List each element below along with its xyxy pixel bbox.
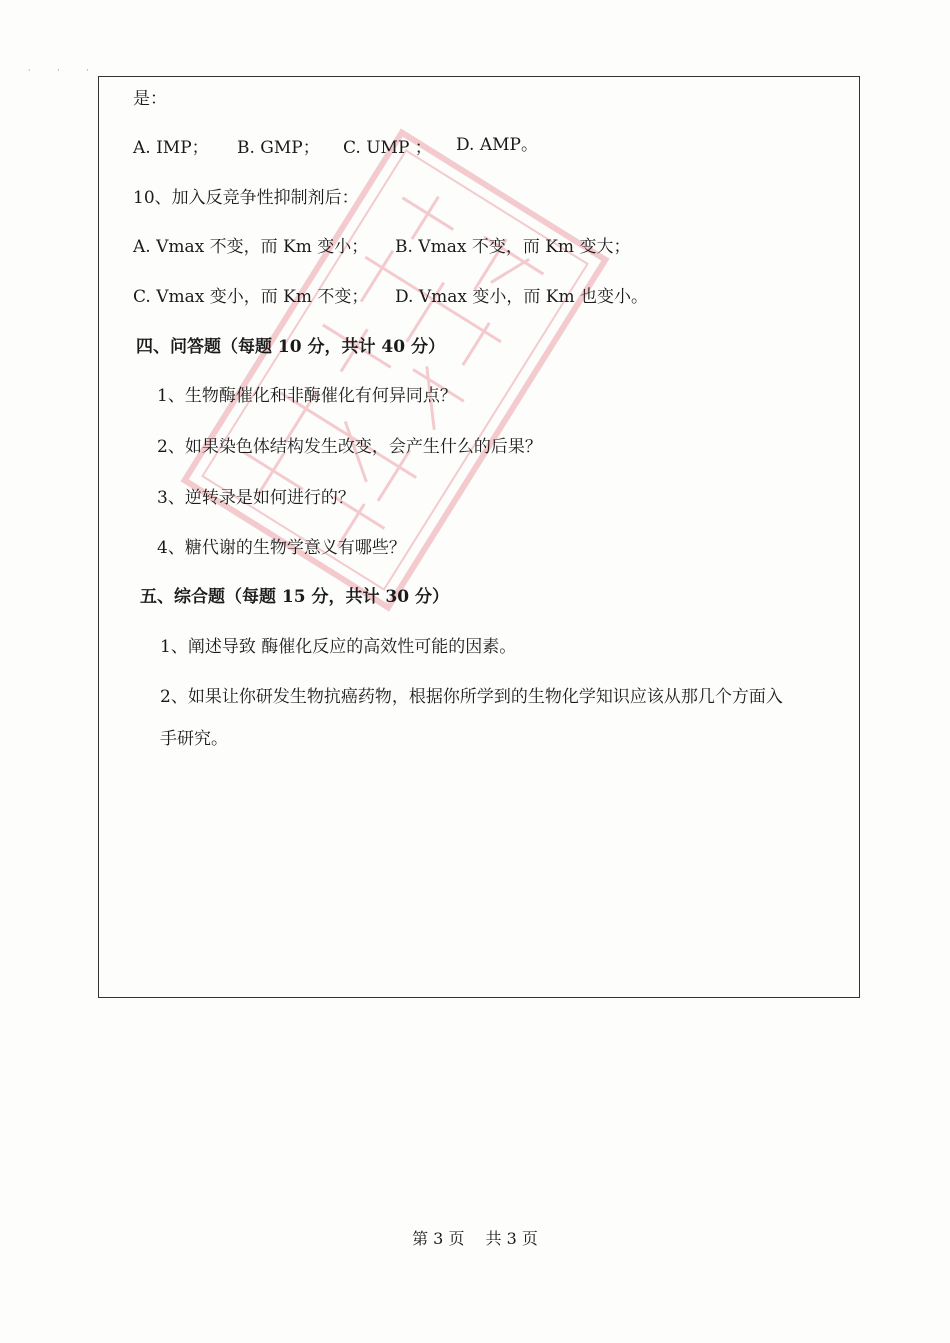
q10-options-row1: [133, 236, 833, 258]
section4-question-2: 2、如果染色体结构发生改变，会产生什么的后果？: [157, 437, 542, 457]
q9-option-a: A. IMP；: [133, 138, 209, 158]
q10-stem: 10、加入反竞争性抑制剂后：: [133, 188, 359, 208]
q10-option-c: C. Vmax 变小，而 Km 不变；: [133, 287, 369, 307]
section5-heading: 五、综合题（每题 15 分，共计 30 分）: [140, 587, 449, 607]
page-footer: [0, 1226, 950, 1249]
q9-options: [133, 137, 833, 159]
q10-option-a: A. Vmax 不变，而 Km 变小；: [133, 237, 369, 257]
q10-option-b: B. Vmax 不变，而 Km 变大；: [395, 237, 631, 257]
q9-option-b: B. GMP；: [237, 138, 320, 158]
page-total: 共 3 页: [485, 1229, 538, 1248]
section4-question-3: 3、逆转录是如何进行的？: [157, 488, 355, 508]
q9-stem-tail: 是：: [133, 89, 167, 109]
page-number: 第 3 页: [412, 1229, 465, 1248]
section5-question-1: 1、阐述导致 酶催化反应的高效性可能的因素。: [160, 637, 517, 657]
section5-question-2: 2、如果让你研发生物抗癌药物，根据你所学到的生物化学知识应该从那几个方面入: [160, 687, 783, 707]
q10-option-d: D. Vmax 变小，而 Km 也变小。: [395, 287, 648, 307]
q9-option-d: D. AMP。: [456, 135, 538, 155]
q9-option-c: C. UMP ；: [343, 138, 432, 158]
section4-question-4: 4、糖代谢的生物学意义有哪些？: [157, 538, 406, 558]
q10-options-row2: [133, 286, 833, 308]
scan-noise: · · ·: [28, 66, 101, 75]
section5-question-2-cont: 手研究。: [160, 729, 228, 749]
section4-heading: 四、问答题（每题 10 分，共计 40 分）: [136, 337, 445, 357]
section4-question-1: 1、生物酶催化和非酶催化有何异同点？: [157, 386, 457, 406]
